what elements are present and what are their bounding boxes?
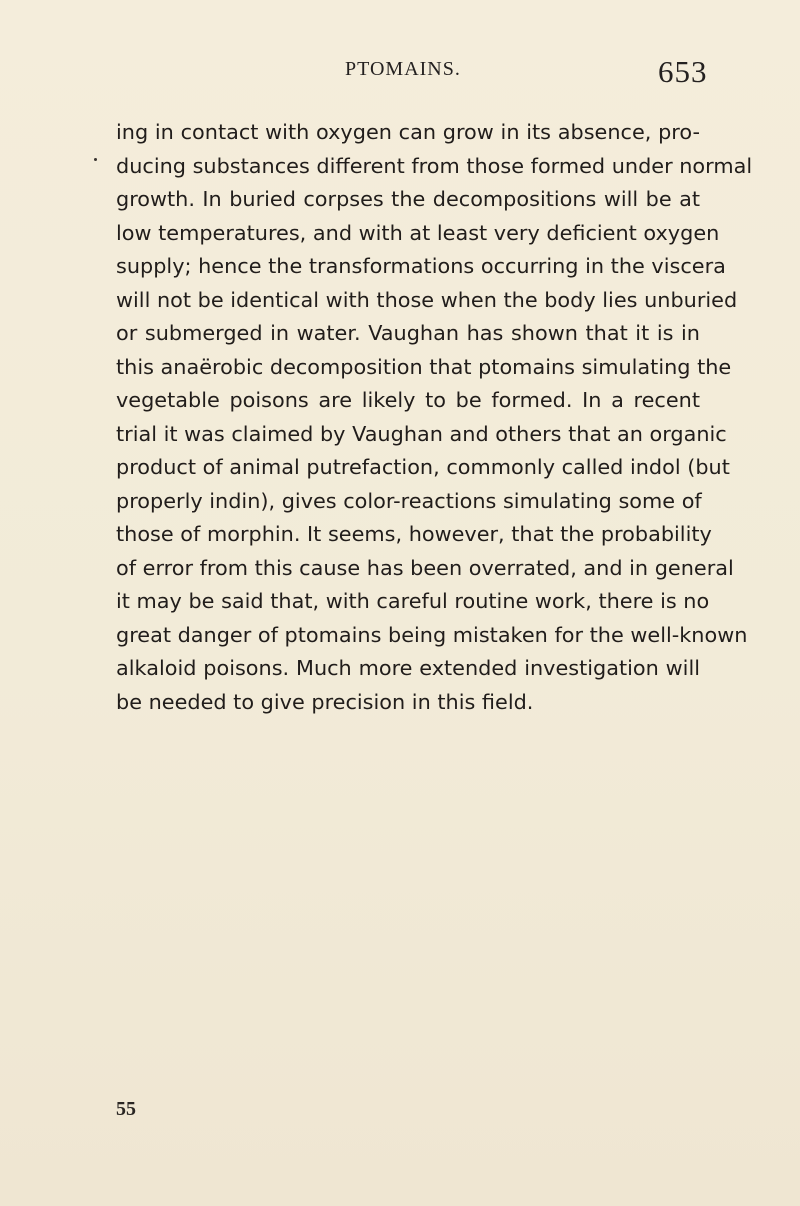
text-line: alkaloid poisons. Much more extended investigation will	[116, 656, 700, 680]
text-line: will not be identical with those when the body lies unburied	[116, 287, 738, 312]
text-line: great danger of ptomains being mistaken for the well-known	[116, 622, 748, 647]
text-line: it may be said that, with careful routine work, there is no	[116, 589, 710, 613]
signature-mark: 55	[116, 1098, 136, 1120]
text-line: of error from this cause has been overrated, and in general	[116, 555, 734, 580]
text-line: properly indin), gives color-reactions simulating some of	[116, 488, 702, 513]
text-line: this anaërobic decomposition that ptomains simulating the	[116, 354, 732, 379]
text-line: ducing substances different from those formed under normal	[116, 153, 753, 178]
text-line: trial it was claimed by Vaughan and others that an organic	[116, 421, 727, 446]
text-line: those of morphin. It seems, however, that the probability	[116, 522, 712, 546]
page-number: 653	[658, 54, 708, 89]
margin-mark	[94, 158, 97, 161]
text-line: supply; hence the transformations occurring in the viscera	[116, 254, 726, 278]
text-line: or submerged in water. Vaughan has shown that it is in	[116, 321, 700, 345]
text-line: product of animal putrefaction, commonly called indol (but	[116, 455, 730, 479]
text-line: growth. In buried corpses the decompositions will be at	[116, 187, 700, 211]
running-head: PTOMAINS.	[345, 58, 461, 80]
text-line: be needed to give precision in this field.	[116, 689, 534, 714]
body-paragraph	[116, 116, 753, 719]
text-line: low temperatures, and with at least very deficient oxygen	[116, 220, 720, 245]
text-line: vegetable poisons are likely to be formed. In a recent	[116, 388, 700, 412]
text-line: ing in contact with oxygen can grow in its absence, pro-	[116, 120, 700, 144]
